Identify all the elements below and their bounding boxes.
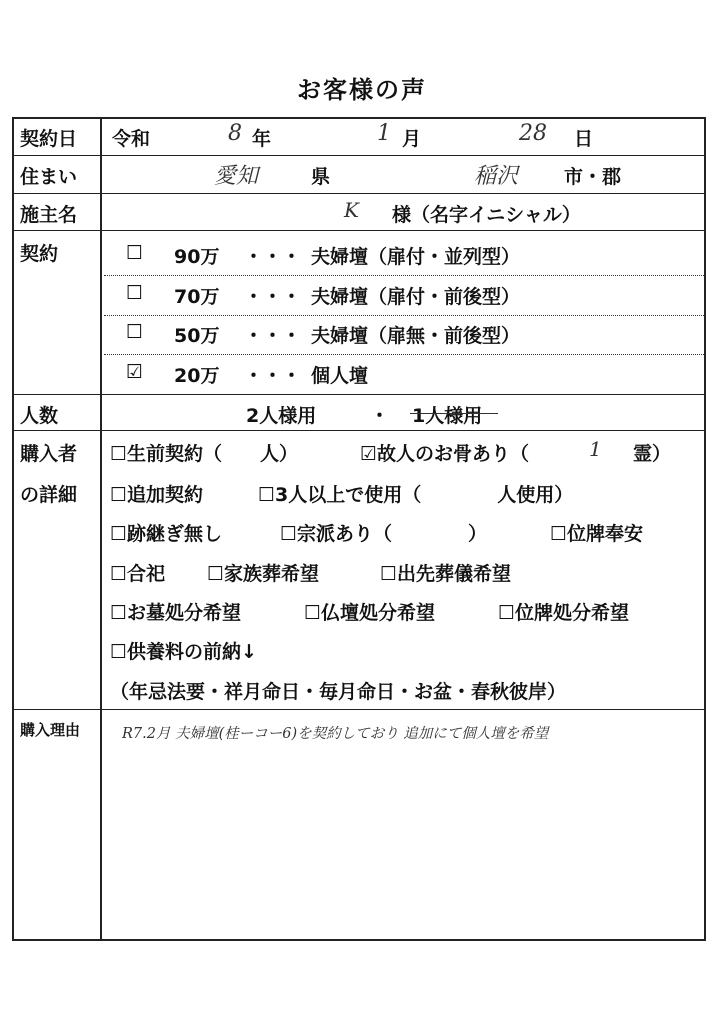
contract-option-2 xyxy=(126,282,521,308)
option-desc: 夫婦壇（扉付・並列型） xyxy=(311,246,521,268)
client-initial: K xyxy=(344,198,359,222)
prefecture-unit: 県 xyxy=(311,166,331,188)
month-unit: 月 xyxy=(402,128,422,150)
page-title: お客様の声 xyxy=(297,76,427,104)
remains-count: 1 xyxy=(589,437,602,461)
detail-tablet-disposal[interactable]: ☐位牌処分希望 xyxy=(498,602,630,624)
detail-ihai-hoan[interactable]: ☐位牌奉安 xyxy=(550,523,644,545)
client-suffix: 様（名字イニシャル） xyxy=(392,204,581,226)
detail-sect[interactable]: ☐宗派あり（ ） xyxy=(280,523,488,545)
month-value: 1 xyxy=(377,121,391,146)
detail-altar-disposal[interactable]: ☐仏壇処分希望 xyxy=(304,602,436,624)
reason-text: R7.2月 夫婦壇(桂ーコー6)を契約しており 追加にて個人壇を希望 xyxy=(122,726,549,742)
detail-prepay[interactable]: ☐供養料の前納↓ xyxy=(110,641,257,663)
option-desc: 夫婦壇（扉無・前後型） xyxy=(311,325,521,347)
detail-outside-funeral[interactable]: ☐出先葬儀希望 xyxy=(380,563,512,585)
remains-unit: 霊） xyxy=(614,443,672,465)
year-value: 8 xyxy=(228,121,242,146)
contract-date-label: 契約日 xyxy=(20,128,78,150)
dotted-divider xyxy=(104,354,704,355)
strike-mark xyxy=(410,413,498,414)
checkbox[interactable]: ☐ xyxy=(126,242,144,264)
contract-option-3 xyxy=(126,321,521,347)
year-unit: 年 xyxy=(252,128,272,150)
people-label: 人数 xyxy=(20,405,59,427)
row-divider xyxy=(14,230,704,231)
client-label: 施主名 xyxy=(20,204,78,226)
option-price: 50万 xyxy=(174,325,220,347)
customer-voice-form xyxy=(12,117,706,941)
detail-grave-disposal[interactable]: ☐お墓処分希望 xyxy=(110,602,242,624)
detail-family-funeral[interactable]: ☐家族葬希望 xyxy=(207,563,320,585)
row-divider xyxy=(14,394,704,395)
dotted-divider xyxy=(104,275,704,276)
people-separator: ・ xyxy=(370,405,390,427)
residence-label: 住まい xyxy=(20,166,78,188)
day-value: 28 xyxy=(519,121,547,146)
row-divider xyxy=(14,430,704,431)
detail-pre-contract[interactable]: ☐生前契約（ 人） xyxy=(110,443,299,465)
option-dots: ・・・ xyxy=(244,325,302,347)
detail-remains[interactable]: ☑故人のお骨あり（ xyxy=(360,443,530,465)
option-price: 90万 xyxy=(174,246,220,268)
contract-option-4 xyxy=(126,361,369,387)
row-divider xyxy=(14,155,704,156)
dotted-divider xyxy=(104,315,704,316)
reason-label: 購入理由 xyxy=(20,721,81,739)
option-price: 20万 xyxy=(174,365,220,387)
detail-no-successor[interactable]: ☐跡継ぎ無し xyxy=(110,523,223,545)
detail-prepay-note: （年忌法要・祥月命日・毎月命日・お盆・春秋彼岸） xyxy=(110,681,567,703)
row-divider xyxy=(14,193,704,194)
detail-three-plus[interactable]: ☐3人以上で使用（ 人使用） xyxy=(258,484,574,506)
day-unit: 日 xyxy=(574,128,594,150)
row-divider xyxy=(14,709,704,710)
era: 令和 xyxy=(112,128,151,150)
checkbox[interactable]: ☐ xyxy=(126,282,144,304)
city-unit: 市・郡 xyxy=(564,166,622,188)
checkbox[interactable]: ☑ xyxy=(126,361,144,383)
option-dots: ・・・ xyxy=(244,365,302,387)
option-price: 70万 xyxy=(174,286,220,308)
city-value: 稲沢 xyxy=(474,164,519,189)
details-label-line2: の詳細 xyxy=(20,484,78,506)
contract-option-1 xyxy=(126,242,521,268)
option-dots: ・・・ xyxy=(244,246,302,268)
detail-additional[interactable]: ☐追加契約 xyxy=(110,484,204,506)
people-option-two: 2人様用 xyxy=(246,405,317,427)
option-desc: 夫婦壇（扉付・前後型） xyxy=(311,286,521,308)
option-dots: ・・・ xyxy=(244,286,302,308)
people-option-one: 1人様用 xyxy=(412,405,483,427)
contract-label: 契約 xyxy=(20,243,59,265)
details-label-line1: 購入者 xyxy=(20,443,78,465)
option-desc: 個人壇 xyxy=(311,365,369,387)
checkbox[interactable]: ☐ xyxy=(126,321,144,343)
detail-goshi[interactable]: ☐合祀 xyxy=(110,563,166,585)
prefecture-value: 愛知 xyxy=(214,164,259,189)
